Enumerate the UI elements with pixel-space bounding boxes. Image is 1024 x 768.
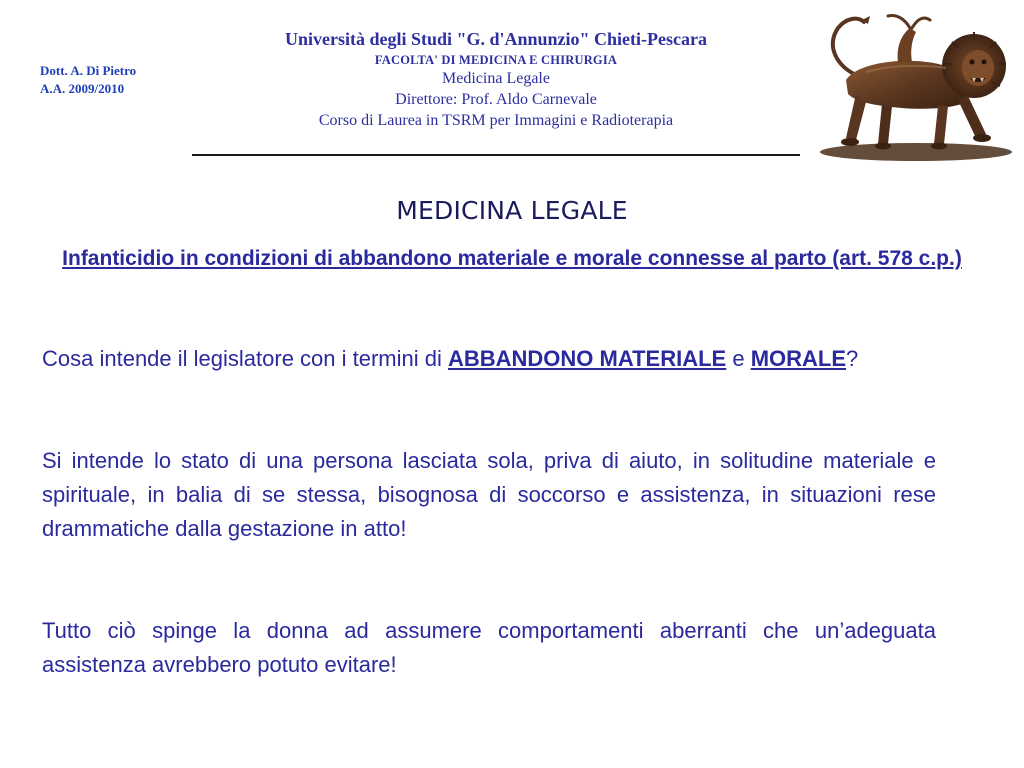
question-prefix: Cosa intende il legislatore con i termini di xyxy=(42,346,448,371)
question-paragraph xyxy=(42,342,936,376)
director-name: Direttore: Prof. Aldo Carnevale xyxy=(395,91,597,108)
department-name: Medicina Legale xyxy=(442,70,550,87)
university-header xyxy=(190,26,802,131)
conclusion-paragraph: Tutto ciò spinge la donna ad assumere comportamenti aberranti che un’adeguata assistenza avrebbero potuto evitare! xyxy=(42,618,936,677)
question-suffix: ? xyxy=(846,346,859,371)
definition-paragraph: Si intende lo stato di una persona lasciata sola, priva di aiuto, in solitudine materiale e spirituale, in balia di se stessa, bisognosa di soccorso e assistenza, in situazioni rese drammatiche dalla gestazione in atto! xyxy=(42,448,936,541)
header-divider xyxy=(192,154,800,156)
chimera-bronze-statue-icon xyxy=(806,6,1018,166)
author-name: Dott. A. Di Pietro xyxy=(40,63,137,78)
author-block xyxy=(40,62,136,98)
academic-year: A.A. 2009/2010 xyxy=(40,81,125,96)
term-morale: MORALE xyxy=(750,346,847,371)
question-middle: e xyxy=(726,346,751,371)
faculty-name: FACOLTA' DI MEDICINA E CHIRURGIA xyxy=(374,53,618,67)
term-abbandono-materiale: ABBANDONO MATERIALE xyxy=(447,346,727,371)
slide-title: MEDICINA LEGALE xyxy=(396,196,628,225)
course-name: Corso di Laurea in TSRM per Immagini e Radioterapia xyxy=(318,112,674,129)
slide-subtitle: Infanticidio in condizioni di abbandono materiale e morale connesse al parto (art. 578 c.p.) xyxy=(62,247,962,270)
university-name: Università degli Studi "G. d'Annunzio" Chieti-Pescara xyxy=(284,29,707,49)
